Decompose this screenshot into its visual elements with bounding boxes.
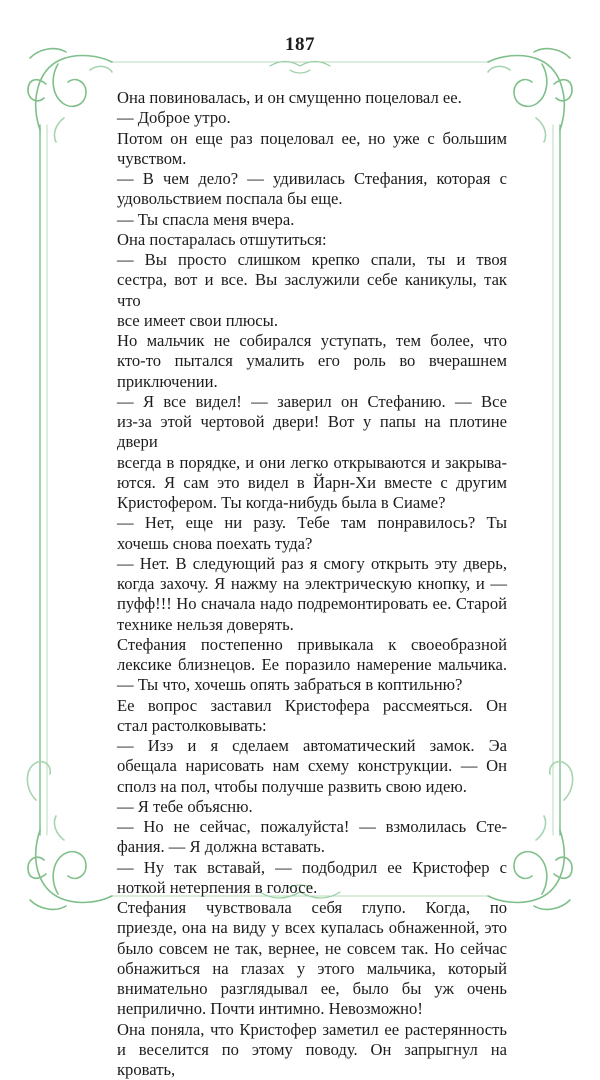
text-line: приключении. (117, 371, 218, 391)
text-line: когда захочу. Я нажму на электрическую кнопку, и — (117, 574, 507, 593)
text-line: — Я тебе объясню. (117, 796, 253, 816)
text-line: Она постаралась отшутиться: (117, 229, 327, 249)
text-line: стал растолковывать: (117, 715, 267, 735)
text-line: — Нет. В следующий раз я смогу открыть эту дверь, (117, 553, 507, 573)
text-line: из-за этой чертовой двери! Вот у папы на плотине двери (117, 412, 507, 452)
page-number: 187 (285, 34, 315, 55)
text-line: приезде, она на виду у всех купалась обнаженной, это (117, 918, 507, 938)
text-line: пуфф!!! Но сначала надо подремонтировать ее. Старой (117, 594, 507, 614)
text-line: удовольствием поспала бы еще. (117, 189, 343, 209)
text-line: — Ты что, хочешь опять забраться в коптильню? (117, 675, 463, 695)
body-text (117, 88, 507, 1080)
top-center-ornament (270, 62, 330, 74)
text-line: Стефания чувствовала себя глупо. Когда, по (117, 898, 507, 917)
corner-ornament-top-left (28, 49, 112, 142)
text-line: — Ты спасла меня вчера. (117, 209, 295, 229)
text-line: обнажиться на глазах у этого мальчика, который (117, 958, 507, 978)
text-line: неприлично. Почти интимно. Невозможно! (117, 999, 423, 1019)
text-line: всегда в порядке, и они легко открываются и закрыва- (117, 452, 507, 472)
text-line: — Я все видел! — заверил он Стефанию. — Все (117, 391, 507, 411)
text-line: лексике близнецов. Ее поразило намерение мальчика. (117, 655, 507, 674)
corner-ornament-bottom-left (27, 762, 112, 910)
text-line: — Ну так вставай, — подбодрил ее Кристофер с (117, 857, 507, 877)
text-line: кто-то пытался умалить его роль во вчерашнем (117, 351, 507, 371)
text-line: — В чем дело? — удивилась Стефания, которая с (117, 169, 507, 188)
text-line: было совсем не так, вернее, не совсем так. Но сейчас (117, 938, 507, 958)
text-line: Ее вопрос заставил Кристофера рассмеяться. Он (117, 695, 507, 715)
text-line: Она повиновалась, и он смущенно поцеловал ее. (117, 88, 462, 107)
text-line: технике нельзя доверять. (117, 614, 294, 634)
text-line: сполз на пол, чтобы получше развить свою идею. (117, 776, 467, 796)
text-line: все имеет свои плюсы. (117, 310, 278, 330)
text-line: Но мальчик не собирался уступать, тем более, что (117, 331, 507, 350)
text-line: чувством. (117, 148, 187, 168)
text-line: и веселится по этому поводу. Он запрыгнул на кровать, (117, 1039, 507, 1079)
text-line: Стефания постепенно привыкала к своеобразной (117, 634, 507, 654)
text-line: ноткой нетерпения в голосе. (117, 877, 318, 897)
text-line: — Изэ и я сделаем автоматический замок. Эа (117, 736, 507, 755)
text-line: обещала нарисовать нам схему конструкции. — Он (117, 756, 507, 776)
text-line: внимательно разглядывал ее, было бы уж очень (117, 979, 507, 998)
text-line: Потом он еще раз поцеловал ее, но уже с большим (117, 128, 507, 148)
text-line: — Доброе утро. (117, 108, 231, 128)
text-line: сестра, вот и все. Вы заслужили себе каникулы, так что (117, 270, 507, 310)
text-line: ются. Я сам это видел в Йарн-Хи вместе с другим (117, 472, 507, 492)
text-line: фания. — Я должна вставать. (117, 837, 325, 857)
text-line: Она поняла, что Кристофер заметил ее растерянность (117, 1019, 507, 1039)
text-line: хочешь снова поехать туда? (117, 533, 313, 553)
text-line: — Вы просто слишком крепко спали, ты и твоя (117, 250, 507, 269)
text-line: — Но не сейчас, пожалуйста! — взмолилась Сте- (117, 817, 507, 836)
text-line: — Нет, еще ни разу. Тебе там понравилось? Ты (117, 513, 507, 533)
text-line: Кристофером. Ты когда-нибудь была в Сиаме? (117, 493, 446, 512)
